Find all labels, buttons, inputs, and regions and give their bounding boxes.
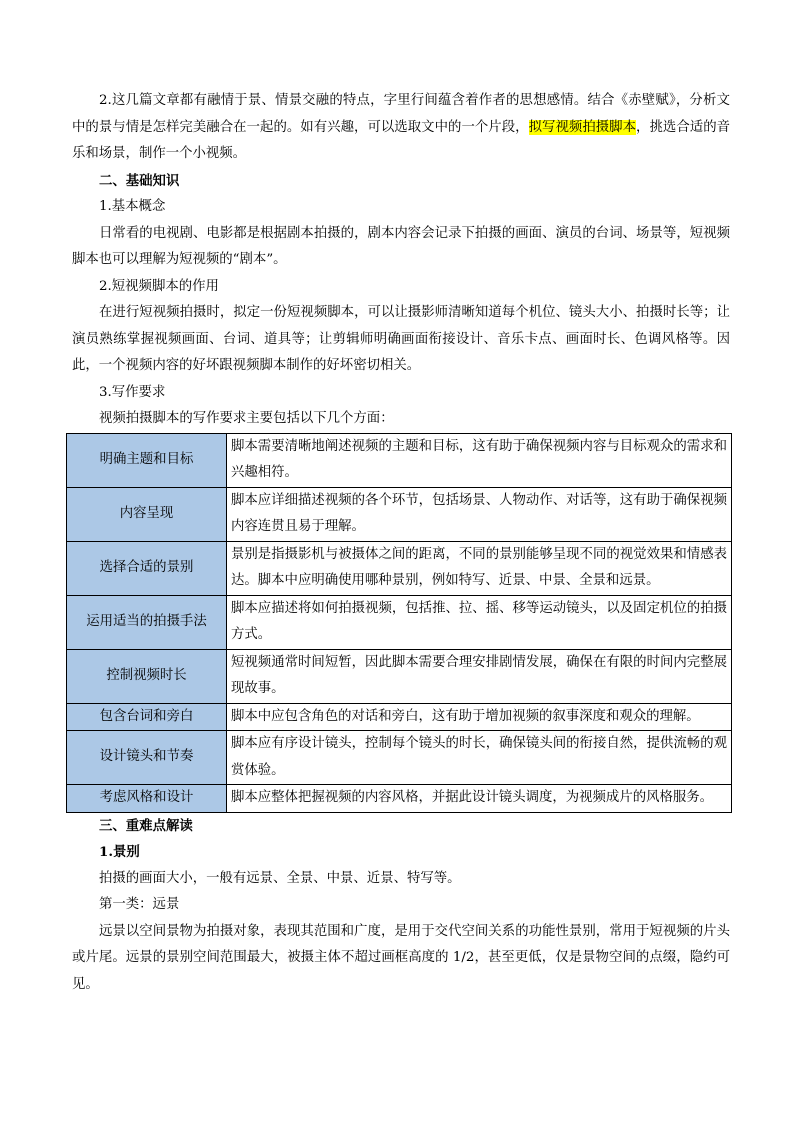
table-row xyxy=(67,433,732,487)
subsection-1-text: 日常看的电视剧、电影都是根据剧本拍摄的，剧本内容会记录下拍摄的画面、演员的台词、场景等，短视频脚本也可以理解为短视频的“剧本”。 xyxy=(72,225,730,267)
table-value-cell: 脚本应描述将如何拍摄视频，包括推、拉、摇、移等运动镜头，以及固定机位的拍摄方式。 xyxy=(227,595,732,649)
table-row xyxy=(67,785,732,813)
table-value-cell: 景别是指摄影机与被摄体之间的距离，不同的景别能够呈现不同的视觉效果和情感表达。脚本中应明确使用哪种景别，例如特写、近景、中景、全景和远景。 xyxy=(227,541,732,595)
table-value-cell: 短视频通常时间短暂，因此脚本需要合理安排剧情发展，确保在有限的时间内完整展现故事。 xyxy=(227,649,732,703)
subsection-2-text: 在进行短视频拍摄时，拟定一份短视频脚本，可以让摄影师清晰知道每个机位、镜头大小、拍摄时长等；让演员熟练掌握视频画面、台词、道具等；让剪辑师明确画面衔接设计、音乐卡点、画面时长、色调风格等。因此，一个视频内容的好坏跟视频脚本制作的好坏密切相关。 xyxy=(72,305,730,373)
intro-paragraph xyxy=(72,88,730,168)
table-key-cell: 包含台词和旁白 xyxy=(67,703,227,731)
document-page xyxy=(72,88,730,998)
requirements-table xyxy=(66,433,732,813)
table-value-cell: 脚本应详细描述视频的各个环节，包括场景、人物动作、对话等，这有助于确保视频内容连贯且易于理解。 xyxy=(227,487,732,541)
table-key-cell: 明确主题和目标 xyxy=(67,433,227,487)
section-3-title: 三、重难点解读 xyxy=(99,817,193,834)
table-row xyxy=(67,541,732,595)
section-2-title: 二、基础知识 xyxy=(99,172,180,189)
category-1-text: 远景以空间景物为拍摄对象，表现其范围和广度，是用于交代空间关系的功能性景别，常用于短视频的片头或片尾。远景的景别空间范围最大，被摄主体不超过画框高度的 1/2，甚至更低，仅是景物空间的点缀，隐约可见。 xyxy=(72,923,730,992)
highlighted-phrase: 拟写视频拍摄脚本 xyxy=(528,119,637,135)
intro-text-2: ，挑选合适的音乐和场景，制作一个小视频。 xyxy=(72,119,731,161)
subsection-3-title: 3.写作要求 xyxy=(99,384,166,400)
table-key-cell: 设计镜头和节奏 xyxy=(67,731,227,785)
section-3-sub1-text: 拍摄的画面大小，一般有远景、全景、中景、近景、特写等。 xyxy=(99,870,461,886)
table-value-cell: 脚本应整体把握视频的内容风格，并据此设计镜头调度，为视频成片的风格服务。 xyxy=(227,785,732,813)
table-row xyxy=(67,595,732,649)
table-row xyxy=(67,649,732,703)
table-key-cell: 考虑风格和设计 xyxy=(67,785,227,813)
table-value-cell: 脚本需要清晰地阐述视频的主题和目标，这有助于确保视频内容与目标观众的需求和兴趣相符。 xyxy=(227,433,732,487)
category-1-title: 第一类：远景 xyxy=(99,897,180,912)
table-row xyxy=(67,703,732,731)
table-key-cell: 运用适当的拍摄手法 xyxy=(67,595,227,649)
subsection-3-text: 视频拍摄脚本的写作要求主要包括以下几个方面： xyxy=(99,411,394,426)
table-value-cell: 脚本中应包含角色的对话和旁白，这有助于增加视频的叙事深度和观众的理解。 xyxy=(227,703,732,731)
table-row xyxy=(67,487,732,541)
table-key-cell: 控制视频时长 xyxy=(67,649,227,703)
subsection-2-title: 2.短视频脚本的作用 xyxy=(99,278,219,294)
table-key-cell: 内容呈现 xyxy=(67,487,227,541)
table-row xyxy=(67,731,732,785)
subsection-1-title: 1.基本概念 xyxy=(99,199,166,214)
intro-text-1: 2.这几篇文章都有融情于景、情景交融的特点，字里行间蕴含着作者的思想感情。结合《赤壁赋》，分析文中的景与情是怎样完美融合在一起的。如有兴趣，可以选取文中的一个片段， xyxy=(72,93,730,135)
table-key-cell: 选择合适的景别 xyxy=(67,541,227,595)
table-value-cell: 脚本应有序设计镜头，控制每个镜头的时长，确保镜头间的衔接自然，提供流畅的观赏体验。 xyxy=(227,731,732,785)
section-3-sub1-title: 1.景别 xyxy=(99,844,140,860)
